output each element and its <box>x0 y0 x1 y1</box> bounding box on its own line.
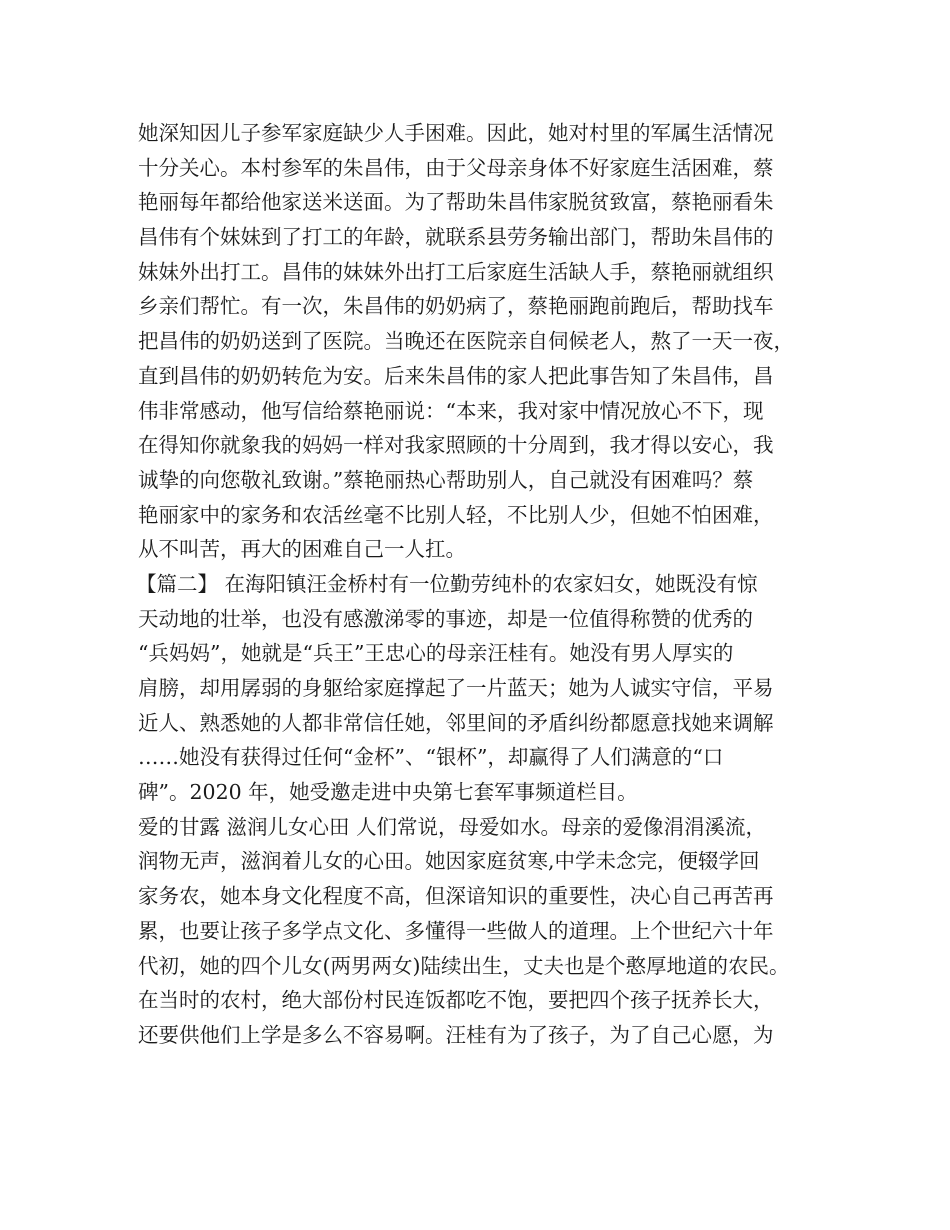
text-line: 肩膀，却用孱弱的身躯给家庭撑起了一片蓝天；她为人诚实守信，平易 <box>138 676 774 700</box>
text-line: “兵妈妈”，她就是“兵王”王忠心的母亲汪桂有。她没有男人厚实的 <box>138 641 734 666</box>
text-line: 她深知因儿子参军家庭缺少人手困难。因此，她对村里的军属生活情况 <box>138 121 774 145</box>
text-line: 妹妹外出打工。昌伟的妹妹外出打工后家庭生活缺人手，蔡艳丽就组织 <box>138 259 774 284</box>
body-text <box>138 116 828 1053</box>
text-line: 家务农，她本身文化程度不高，但深谙知识的重要性，决心自己再苦再 <box>138 884 774 909</box>
text-line: 乡亲们帮忙。有一次，朱昌伟的奶奶病了，蔡艳丽跑前跑后，帮助找车 <box>138 294 774 319</box>
text-line: 在得知你就象我的妈妈一样对我家照顾的十分周到，我才得以安心，我 <box>138 433 774 458</box>
text-line: 碑”。2020 年，她受邀走进中央第七套军事频道栏目。 <box>138 780 638 805</box>
text-line: ……她没有获得过任何“金杯”、“银杯”，却赢得了人们满意的“口 <box>138 745 724 770</box>
text-line: 天动地的壮举，也没有感激涕零的事迹，却是一位值得称赞的优秀的 <box>138 606 753 631</box>
text-line: 昌伟有个妹妹到了打工的年龄，就联系县劳务输出部门，帮助朱昌伟的 <box>138 225 774 250</box>
text-line: 直到昌伟的奶奶转危为安。后来朱昌伟的家人把此事告知了朱昌伟，昌 <box>138 363 774 388</box>
text-line: 润物无声，滋润着儿女的心田。她因家庭贫寒,中学未念完，便辍学回 <box>138 849 760 874</box>
text-line: 伟非常感动，他写信给蔡艳丽说：“本来，我对家中情况放心不下，现 <box>138 398 764 423</box>
text-line: 还要供他们上学是多么不容易啊。汪桂有为了孩子，为了自己心愿，为 <box>138 1022 774 1047</box>
text-line: 在当时的农村，绝大部份村民连饭都吃不饱，要把四个孩子抚养长大， <box>138 988 774 1013</box>
text-line: 艳丽每年都给他家送米送面。为了帮助朱昌伟家脱贫致富，蔡艳丽看朱 <box>138 190 774 215</box>
text-line: 艳丽家中的家务和农活丝毫不比别人轻，不比别人少，但她不怕困难， <box>138 502 774 527</box>
text-line: 代初，她的四个儿女(两男两女)陆续出生，丈夫也是个憨厚地道的农民。 <box>138 953 790 978</box>
text-line: 把昌伟的奶奶送到了医院。当晚还在医院亲自伺候老人，熬了一天一夜， <box>138 329 794 354</box>
text-line: 爱的甘露 滋润儿女心田 人们常说，母爱如水。母亲的爱像涓涓溪流， <box>138 814 767 839</box>
text-line: 近人、熟悉她的人都非常信任她，邻里间的矛盾纠纷都愿意找她来调解 <box>138 710 774 735</box>
section-heading-line: 【篇二】 在海阳镇汪金桥村有一位勤劳纯朴的农家妇女，她既没有惊 <box>136 571 758 596</box>
text-line: 十分关心。本村参军的朱昌伟，由于父母亲身体不好家庭生活困难，蔡 <box>138 155 774 180</box>
text-line: 从不叫苦，再大的困难自己一人扛。 <box>138 537 466 562</box>
text-line: 累，也要让孩子多学点文化、多懂得一些做人的道理。上个世纪六十年 <box>138 918 774 943</box>
text-line: 诚挚的向您敬礼致谢。”蔡艳丽热心帮助别人，自己就没有困难吗？蔡 <box>138 467 754 492</box>
